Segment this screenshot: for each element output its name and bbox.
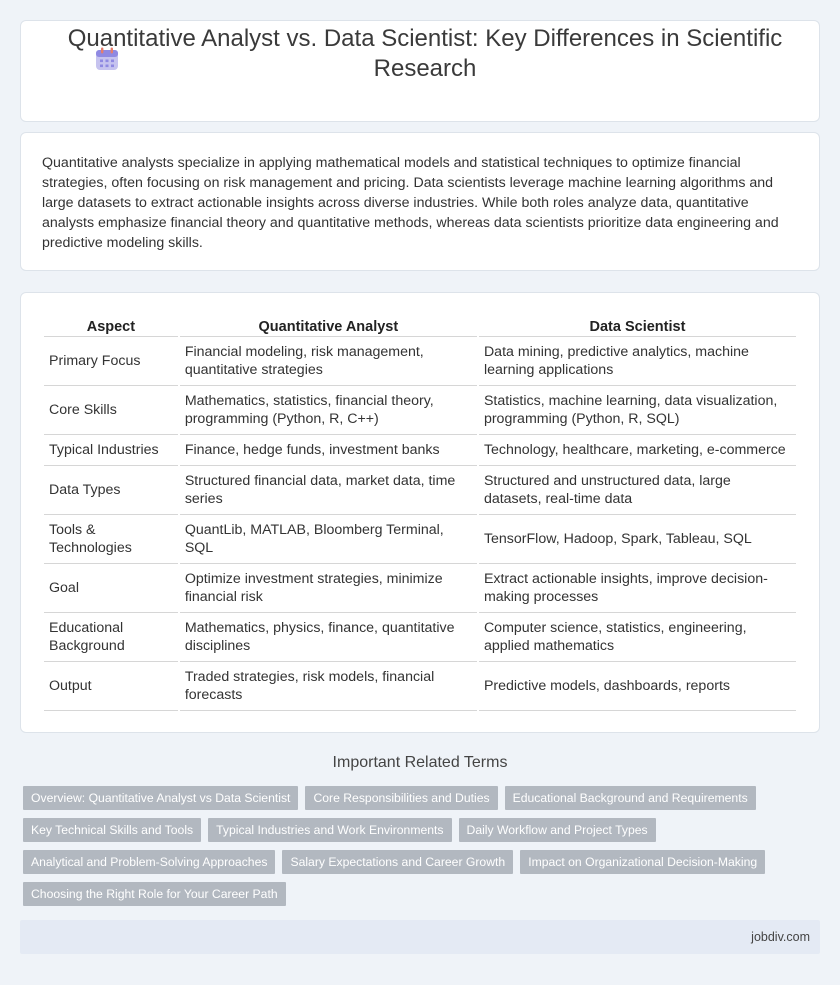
title-wrap — [0, 24, 840, 84]
related-term-tag[interactable]: Core Responsibilities and Duties — [305, 786, 497, 810]
quant-cell: Optimize investment strategies, minimize financial risk — [180, 564, 477, 613]
comparison-table — [42, 315, 798, 711]
header-aspect: Aspect — [44, 315, 178, 337]
datasci-cell: Technology, healthcare, marketing, e-commerce — [479, 435, 796, 466]
related-term-tag[interactable]: Key Technical Skills and Tools — [23, 818, 201, 842]
related-term-tag[interactable]: Typical Industries and Work Environments — [208, 818, 451, 842]
aspect-cell: Educational Background — [44, 613, 178, 662]
intro-card — [20, 132, 820, 271]
datasci-cell: TensorFlow, Hadoop, Spark, Tableau, SQL — [479, 515, 796, 564]
datasci-cell: Computer science, statistics, engineering, applied mathematics — [479, 613, 796, 662]
related-term-tag[interactable]: Analytical and Problem-Solving Approaches — [23, 850, 275, 874]
aspect-cell: Primary Focus — [44, 337, 178, 386]
related-term-tag[interactable]: Salary Expectations and Career Growth — [282, 850, 513, 874]
intro-paragraph: Quantitative analysts specialize in applying mathematical models and statistical techniques to optimize financial strategies, often focusing on risk management and pricing. Data scientists leverage machine learning algorithms and large datasets to extract actionable insights across diverse industries. While both roles analyze data, quantitative analysts emphasize financial theory and quantitative methods, whereas data scientists prioritize data engineering and predictive modeling skills. — [42, 155, 779, 251]
table-row — [44, 386, 796, 435]
quant-cell: Mathematics, statistics, financial theory, programming (Python, R, C++) — [180, 386, 477, 435]
quant-cell: Mathematics, physics, finance, quantitative disciplines — [180, 613, 477, 662]
related-term-tag[interactable]: Impact on Organizational Decision-Making — [520, 850, 765, 874]
related-term-tag[interactable]: Educational Background and Requirements — [505, 786, 756, 810]
aspect-cell: Goal — [44, 564, 178, 613]
aspect-cell: Tools & Technologies — [44, 515, 178, 564]
quant-cell: Structured financial data, market data, time series — [180, 466, 477, 515]
table-row — [44, 662, 796, 711]
aspect-cell: Typical Industries — [44, 435, 178, 466]
table-row — [44, 337, 796, 386]
table-header-row — [44, 315, 796, 337]
related-terms-heading: Important Related Terms — [332, 754, 508, 771]
related-terms-list — [23, 786, 823, 914]
comparison-card — [20, 292, 820, 733]
aspect-cell: Output — [44, 662, 178, 711]
quant-cell: Financial modeling, risk management, quantitative strategies — [180, 337, 477, 386]
aspect-cell: Data Types — [44, 466, 178, 515]
datasci-cell: Extract actionable insights, improve decision-making processes — [479, 564, 796, 613]
table-row — [44, 515, 796, 564]
quant-cell: QuantLib, MATLAB, Bloomberg Terminal, SQL — [180, 515, 477, 564]
datasci-cell: Data mining, predictive analytics, machine learning applications — [479, 337, 796, 386]
related-term-tag[interactable]: Choosing the Right Role for Your Career Path — [23, 882, 286, 906]
aspect-cell: Core Skills — [44, 386, 178, 435]
related-term-tag[interactable]: Overview: Quantitative Analyst vs Data Scientist — [23, 786, 298, 810]
footer-site-link[interactable]: jobdiv.com — [751, 930, 810, 944]
datasci-cell: Predictive models, dashboards, reports — [479, 662, 796, 711]
table-row — [44, 564, 796, 613]
related-term-tag[interactable]: Daily Workflow and Project Types — [459, 818, 656, 842]
datasci-cell: Structured and unstructured data, large datasets, real-time data — [479, 466, 796, 515]
page-title: Quantitative Analyst vs. Data Scientist: Key Differences in Scientific Research — [67, 25, 783, 82]
footer-bar — [20, 920, 820, 954]
datasci-cell: Statistics, machine learning, data visualization, programming (Python, R, SQL) — [479, 386, 796, 435]
quant-cell: Finance, hedge funds, investment banks — [180, 435, 477, 466]
table-row — [44, 466, 796, 515]
table-row — [44, 613, 796, 662]
quant-cell: Traded strategies, risk models, financial forecasts — [180, 662, 477, 711]
table-row — [44, 435, 796, 466]
header-data-scientist: Data Scientist — [479, 315, 796, 337]
header-quantitative-analyst: Quantitative Analyst — [180, 315, 477, 337]
